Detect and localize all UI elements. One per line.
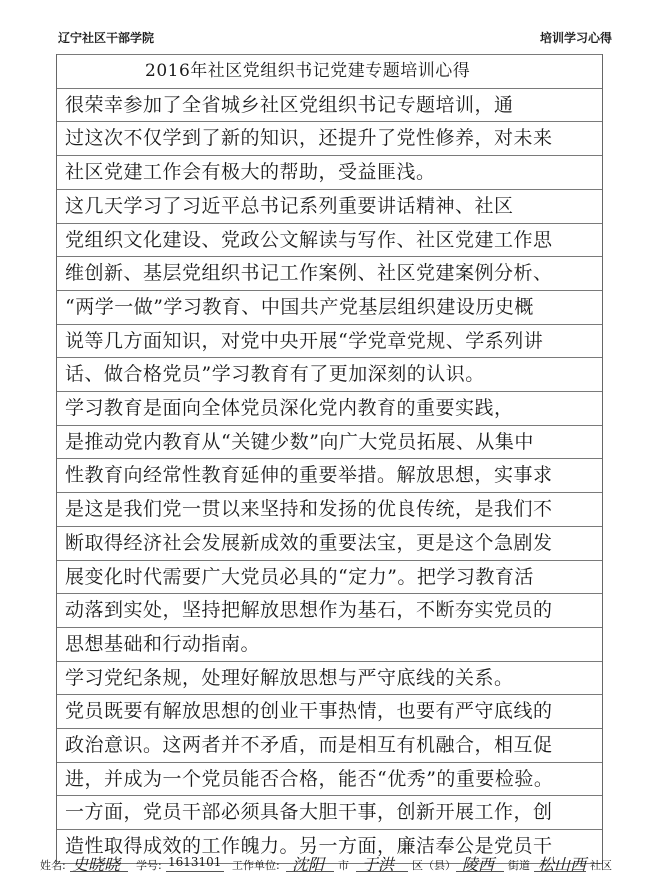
community-underline xyxy=(534,871,586,872)
page-type-title: 培训学习心得 xyxy=(539,31,612,45)
ruled-line xyxy=(57,492,602,493)
student-info-footer xyxy=(40,851,620,877)
text-line: 造性取得成效的工作魄力。另一方面，廉洁奉公是党员干 xyxy=(65,835,553,857)
ruled-line xyxy=(57,121,602,122)
ruled-line xyxy=(57,560,602,561)
text-line: 党组织文化建设、党政公文解读与写作、社区党建工作思 xyxy=(65,229,553,251)
text-line: 过这次不仅学到了新的知识，还提升了党性修养，对未来 xyxy=(65,127,553,149)
text-line: “两学一做”学习教育、中国共产党基层组织建设历史概 xyxy=(65,296,534,318)
text-line: 社区党建工作会有极大的帮助，受益匪浅。 xyxy=(65,161,436,183)
ruled-line xyxy=(57,694,602,695)
name-label: 姓名: xyxy=(40,859,66,872)
ruled-line xyxy=(57,661,602,662)
ruled-line xyxy=(57,593,602,594)
ruled-line xyxy=(57,155,602,156)
text-line: 是推动党内教育从“关键少数”向广大党员拓展、从集中 xyxy=(65,431,534,453)
ruled-line xyxy=(57,290,602,291)
text-line: 展变化时代需要广大党员必具的“定力”。把学习教育活 xyxy=(65,566,534,588)
city-underline xyxy=(286,871,334,872)
org-name: 辽宁社区干部学院 xyxy=(58,31,155,45)
ruled-line xyxy=(57,762,602,763)
community-label: 社区 xyxy=(590,859,612,872)
ruled-line xyxy=(57,223,602,224)
text-line: 性教育向经常性教育延伸的重要举措。解放思想，实事求 xyxy=(65,464,553,486)
text-line: 很荣幸参加了全省城乡社区党组织书记专题培训，通 xyxy=(65,94,514,116)
district-value: 于洪 xyxy=(362,855,395,874)
community-value: 松山西 xyxy=(538,855,587,874)
text-line: 这几天学习了习近平总书记系列重要讲话精神、社区 xyxy=(65,195,514,217)
ruled-line xyxy=(57,526,602,527)
ruled-line xyxy=(57,795,602,796)
text-line: 断取得经济社会发展新成效的重要法宝，更是这个急剧发 xyxy=(65,532,553,554)
street-value: 陵西 xyxy=(462,855,495,874)
text-line: 党员既要有解放思想的创业干事热情，也要有严守底线的 xyxy=(65,700,553,722)
ruled-line xyxy=(57,357,602,358)
student-id-label: 学号: xyxy=(136,859,162,872)
ruled-line xyxy=(57,189,602,190)
ruled-line xyxy=(57,425,602,426)
ruled-line xyxy=(57,54,602,55)
work-unit-label: 工作单位: xyxy=(232,859,280,872)
student-id-underline xyxy=(166,871,224,872)
text-line: 政治意识。这两者并不矛盾，而是相互有机融合，相互促 xyxy=(65,734,553,756)
text-line: 学习党纪条规，处理好解放思想与严守底线的关系。 xyxy=(65,667,514,689)
street-underline xyxy=(456,871,504,872)
text-line: 说等几方面知识，对党中央开展“学党章党规、学系列讲 xyxy=(65,330,544,352)
text-line: 学习教育是面向全体党员深化党内教育的重要实践， xyxy=(65,397,514,419)
text-line: 思想基础和行动指南。 xyxy=(65,633,261,655)
district-underline xyxy=(356,871,408,872)
city-label: 市 xyxy=(338,859,349,872)
ruled-line xyxy=(57,458,602,459)
district-label: 区（县） xyxy=(412,859,456,872)
ruled-line xyxy=(57,88,602,89)
name-underline xyxy=(70,871,128,872)
text-line: 进，并成为一个党员能否合格，能否“优秀”的重要检验。 xyxy=(65,768,554,790)
street-label: 街道 xyxy=(508,859,530,872)
ruled-line xyxy=(57,829,602,830)
ruled-line xyxy=(57,391,602,392)
document-title: 2016年社区党组织书记党建专题培训心得 xyxy=(145,61,471,81)
student-id-value: 1613101 xyxy=(168,855,222,869)
ruled-line xyxy=(57,324,602,325)
name-value: 史晓晓 xyxy=(72,855,121,874)
ruled-line xyxy=(57,728,602,729)
text-line: 维创新、基层党组织书记工作案例、社区党建案例分析、 xyxy=(65,262,553,284)
ruled-sheet xyxy=(56,54,603,864)
text-line: 动落到实处，坚持把解放思想作为基石，不断夯实党员的 xyxy=(65,599,553,621)
page-header xyxy=(38,27,620,49)
text-line: 是这是我们党一贯以来坚持和发扬的优良传统，是我们不 xyxy=(65,498,553,520)
text-line: 话、做合格党员”学习教育有了更加深刻的认识。 xyxy=(65,363,485,385)
text-line: 一方面，党员干部必须具备大胆干事，创新开展工作，创 xyxy=(65,801,553,823)
ruled-line xyxy=(57,256,602,257)
ruled-line xyxy=(57,627,602,628)
city-value: 沈阳 xyxy=(292,855,325,874)
